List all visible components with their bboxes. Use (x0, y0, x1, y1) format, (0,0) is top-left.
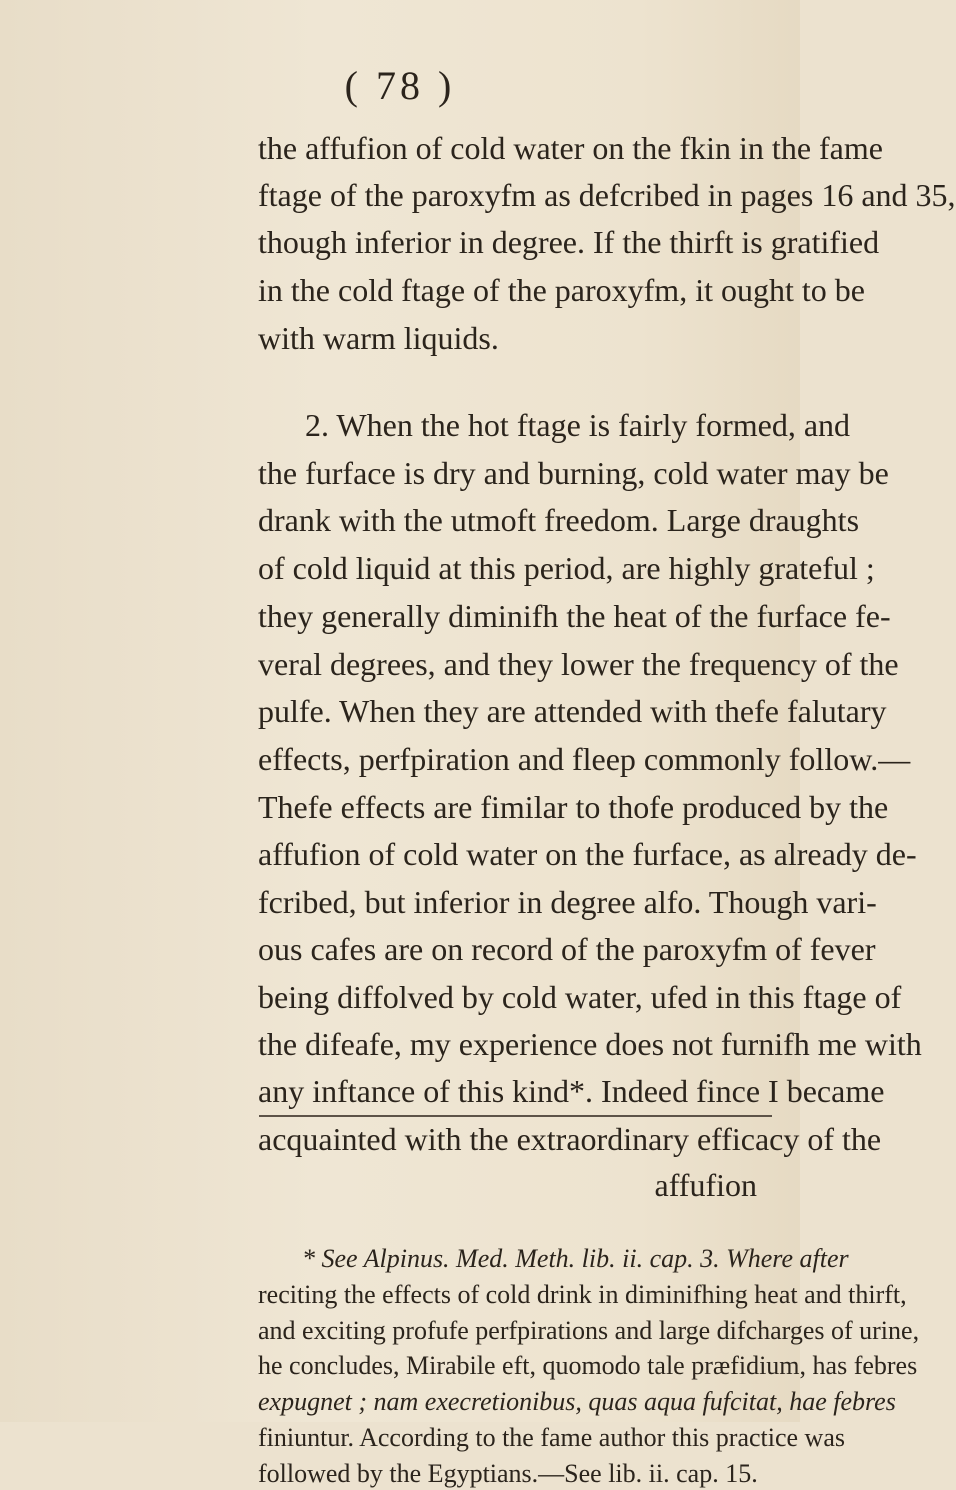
main-text-line: ous cafes are on record of the paroxyfm of fever (258, 931, 876, 967)
main-text-line: in the cold ftage of the paroxyfm, it ought to be (258, 272, 865, 308)
footnote-divider (259, 1115, 772, 1117)
main-text-line: they generally diminifh the heat of the furface fe- (258, 598, 891, 634)
main-text-line: effects, perfpiration and fleep commonly follow.— (258, 741, 911, 777)
main-text-line: acquainted with the extraordinary efficacy of the (258, 1121, 882, 1157)
footnote-line: finiuntur. According to the fame author this practice was (258, 1423, 845, 1452)
page-number: ( 78 ) (344, 63, 456, 108)
main-text-line: the difeafe, my experience does not furnifh me with (258, 1026, 922, 1062)
footnote-line: followed by the Egyptians.—See lib. ii. cap. 15. (258, 1459, 758, 1488)
footnote-line: * See Alpinus. Med. Meth. lib. ii. cap. 3. Where after (302, 1244, 849, 1273)
main-text-line: drank with the utmoft freedom. Large draughts (258, 502, 860, 538)
main-text-line: of cold liquid at this period, are highly grateful ; (258, 550, 875, 586)
main-text-line: 2. When the hot ftage is fairly formed, and (305, 407, 851, 443)
main-text-line: affufion (654, 1167, 757, 1203)
main-text-line: being diffolved by cold water, ufed in this ftage of (258, 979, 902, 1015)
main-text-line: fcribed, but inferior in degree alfo. Though vari- (258, 884, 877, 920)
main-text-line: veral degrees, and they lower the frequency of the (258, 646, 899, 682)
main-text-line: the affufion of cold water on the fkin in the fame (258, 130, 883, 166)
main-text-line: any inftance of this kind*. Indeed fince I became (258, 1073, 885, 1109)
footnote-line: he concludes, Mirabile eft, quomodo tale præfidium, has febres (258, 1351, 918, 1380)
main-text-line: though inferior in degree. If the thirft is gratified (258, 224, 880, 260)
main-text-line: ftage of the paroxyfm as defcribed in pages 16 and 35, (258, 177, 956, 213)
main-text-line: affufion of cold water on the furface, as already de- (258, 836, 917, 872)
main-text-line: the furface is dry and burning, cold water may be (258, 455, 889, 491)
main-text-line: Thefe effects are fimilar to thofe produced by the (258, 789, 889, 825)
footnote-line: expugnet ; nam execretionibus, quas aqua fufcitat, hae febres (258, 1387, 896, 1416)
main-text-line: with warm liquids. (258, 320, 499, 356)
main-text-line: pulfe. When they are attended with thefe falutary (258, 693, 887, 729)
footnote-line: reciting the effects of cold drink in diminifhing heat and thirft, (258, 1280, 907, 1309)
footnote-line: and exciting profufe perfpirations and large difcharges of urine, (258, 1316, 920, 1345)
